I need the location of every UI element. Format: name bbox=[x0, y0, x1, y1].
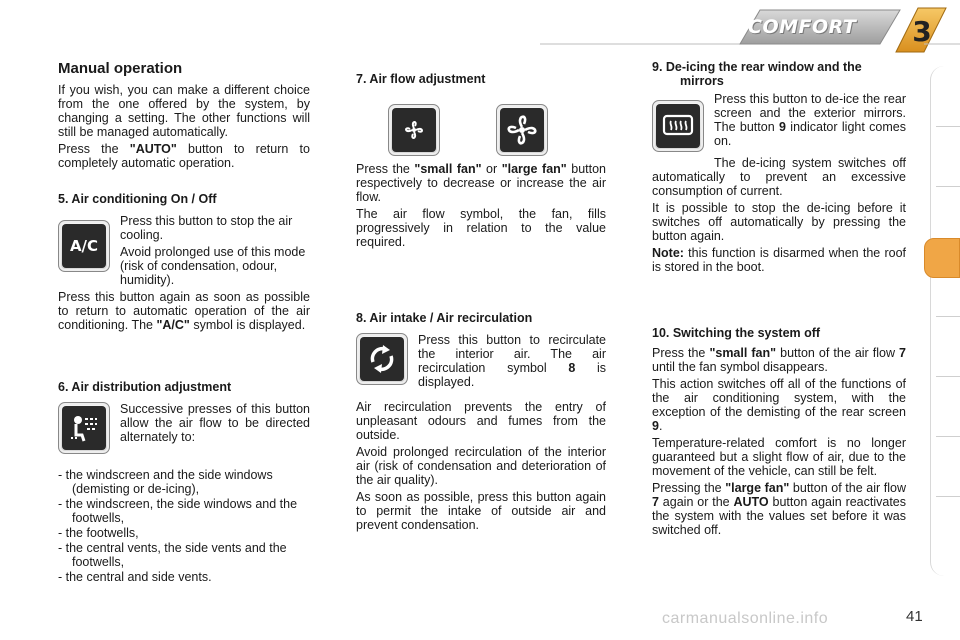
section-5-p2: Avoid prolonged use of this mode (risk of condensation, odour, humidity). bbox=[120, 245, 306, 287]
chapter-tab-strip bbox=[928, 66, 960, 576]
tab-divider bbox=[936, 316, 960, 317]
section-7-title: 7. Air flow adjustment bbox=[356, 72, 486, 86]
tab-divider bbox=[936, 376, 960, 377]
section-5-body bbox=[58, 214, 310, 290]
section-9-p1: Press this button to de-ice the rear screen and the exterior mirrors. The button 9 indicator light comes on. bbox=[714, 92, 906, 148]
fan-buttons-row bbox=[388, 104, 606, 156]
list-item: - the footwells, bbox=[58, 526, 139, 540]
section-10-p3: Temperature-related comfort is no longer guaranteed but a slight flow of air, due to the movement of the vehicle, can still be felt. bbox=[652, 436, 906, 478]
section-8-title: 8. Air intake / Air recirculation bbox=[356, 311, 533, 325]
section-9-title: 9. De-icing the rear window and the mirrors bbox=[652, 60, 862, 88]
tab-divider bbox=[936, 496, 960, 497]
section-9-p3: It is possible to stop the de-icing before it switches off automatically by pressing the button again. bbox=[652, 201, 906, 243]
section-8-p1: Press this button to recirculate the interior air. The air recirculation symbol 8 is displayed. bbox=[418, 333, 606, 389]
large-fan-icon bbox=[500, 108, 544, 152]
small-fan-icon bbox=[392, 108, 436, 152]
section-heading-manual-operation: Manual operation bbox=[58, 60, 183, 77]
tab-rail bbox=[930, 66, 960, 576]
section-9-note: Note: this function is disarmed when the roof is stored in the boot. bbox=[652, 246, 906, 274]
section-6-title: 6. Air distribution adjustment bbox=[58, 380, 232, 394]
rear-window-demist-icon bbox=[656, 104, 700, 148]
section-10-p4: Pressing the "large fan" button of the air flow 7 again or the AUTO button again reactivates the system with the values set before it was switched off. bbox=[652, 481, 907, 537]
page-number: 41 bbox=[906, 608, 923, 625]
air-distribution-icon bbox=[62, 406, 106, 450]
list-item: - the windscreen, the side windows and the footwells, bbox=[58, 497, 298, 525]
column-left bbox=[58, 60, 310, 585]
section-8-p4: As soon as possible, press this button again to permit the intake of outside air and prevent condensation. bbox=[356, 490, 606, 532]
ac-button-icon bbox=[58, 220, 110, 272]
rear-demist-button-icon bbox=[652, 100, 704, 152]
section-9-p2: The de-icing system switches off automatically to prevent an excessive consumption of current. bbox=[652, 156, 906, 198]
section-5-title: 5. Air conditioning On / Off bbox=[58, 192, 217, 206]
section-6-body bbox=[58, 402, 310, 454]
section-9-body bbox=[652, 92, 906, 152]
tab-divider bbox=[936, 436, 960, 437]
section-6-p1: Successive presses of this button allow the air flow to be directed alternately to: bbox=[120, 402, 310, 444]
recirculation-icon bbox=[360, 337, 404, 381]
active-chapter-tab[interactable] bbox=[924, 238, 960, 278]
chapter-number: 3 bbox=[912, 15, 932, 48]
section-7-p1: Press the "small fan" or "large fan" button respectively to decrease or increase the air flow. bbox=[356, 162, 607, 204]
air-distribution-button-icon bbox=[58, 402, 110, 454]
section-10-title: 10. Switching the system off bbox=[652, 326, 821, 340]
watermark: carmanualsonline.info bbox=[662, 610, 829, 627]
column-right bbox=[652, 60, 906, 540]
ac-icon: A/C bbox=[62, 224, 106, 268]
section-10-p2: This action switches off all of the functions of the air conditioning system, with the exception of the demisting of the rear screen 9. bbox=[652, 377, 906, 433]
tab-divider bbox=[936, 126, 960, 127]
section-10-p1: Press the "small fan" button of the air flow 7 until the fan symbol disappears. bbox=[652, 346, 906, 374]
section-7-p2: The air flow symbol, the fan, fills progressively in relation to the value required. bbox=[356, 207, 606, 249]
section-8-p2: Air recirculation prevents the entry of unpleasant odours and fumes from the outside. bbox=[356, 400, 606, 442]
recirculation-button-icon bbox=[356, 333, 408, 385]
list-item: - the windscreen and the side windows (demisting or de-icing), bbox=[58, 468, 273, 496]
chapter-header bbox=[0, 0, 960, 56]
section-5-p3: Press this button again as soon as possible to return to automatic operation of the air conditioning. The "A/C" symbol is displayed. bbox=[58, 290, 310, 332]
list-item: - the central vents, the side vents and the footwells, bbox=[58, 541, 287, 569]
distribution-modes-list bbox=[58, 468, 310, 584]
column-middle bbox=[356, 60, 606, 535]
small-fan-button-icon bbox=[388, 104, 440, 156]
chapter-title: COMFORT bbox=[748, 16, 857, 38]
tab-divider bbox=[936, 186, 960, 187]
section-5-p1: Press this button to stop the air cooling. bbox=[120, 214, 293, 242]
section-8-p3: Avoid prolonged recirculation of the interior air (risk of condensation and deterioration of the air quality). bbox=[356, 445, 606, 487]
intro-auto-paragraph: Press the "AUTO" button to return to completely automatic operation. bbox=[58, 142, 310, 170]
section-8-body bbox=[356, 333, 606, 392]
large-fan-button-icon bbox=[496, 104, 548, 156]
intro-paragraph: If you wish, you can make a different choice from the one offered by the system, by changing a setting. The other functions will still be managed automatically. bbox=[58, 83, 310, 139]
list-item: - the central and side vents. bbox=[58, 570, 212, 584]
